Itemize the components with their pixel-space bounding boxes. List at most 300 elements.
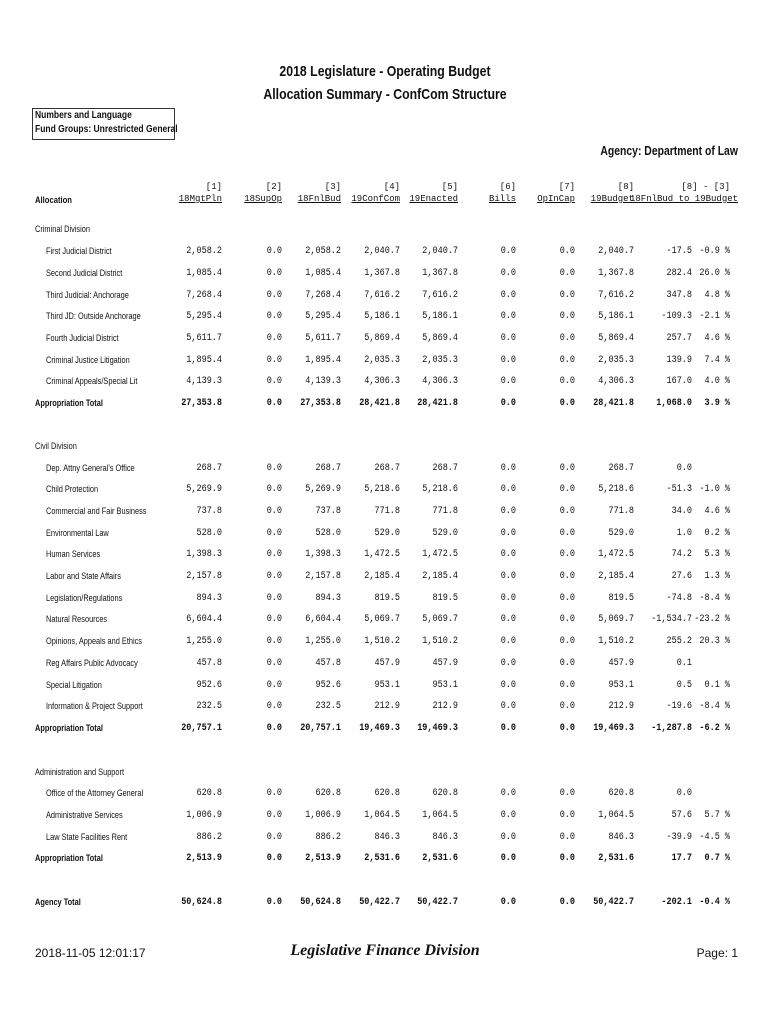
allocation-label: Law State Facilities Rent xyxy=(46,832,128,842)
column-number: [8] xyxy=(617,182,634,192)
table-row xyxy=(0,311,770,325)
value-cell: 771.8 xyxy=(608,506,634,517)
section-label: Civil Division xyxy=(35,441,77,451)
value-cell: 50,624.8 xyxy=(300,897,341,908)
value-cell: 0.0 xyxy=(266,853,282,864)
value-cell: 0.1 % xyxy=(704,680,730,691)
value-cell: 5,869.4 xyxy=(598,333,634,344)
table-row xyxy=(0,593,770,607)
value-cell: 1,064.5 xyxy=(364,810,400,821)
value-cell: 1,085.4 xyxy=(186,268,222,279)
value-cell: 819.5 xyxy=(374,593,400,604)
value-cell: 0.0 xyxy=(500,311,516,322)
value-cell: 0.0 xyxy=(559,614,575,625)
value-cell: 0.0 xyxy=(266,636,282,647)
value-cell: 1,398.3 xyxy=(186,549,222,560)
value-cell: 74.2 xyxy=(671,549,692,560)
value-cell: -109.3 xyxy=(661,311,692,322)
value-cell: 0.0 xyxy=(266,832,282,843)
value-cell: 953.1 xyxy=(432,680,458,691)
value-cell: 0.5 xyxy=(676,680,692,691)
footer-page-number: Page: 1 xyxy=(696,946,738,960)
value-cell: 20,757.1 xyxy=(181,723,222,734)
filter-box xyxy=(32,108,178,140)
column-label: 18FnlBud to 19Budget xyxy=(630,194,739,204)
value-cell: 0.0 xyxy=(500,290,516,301)
value-cell: 894.3 xyxy=(196,593,222,604)
value-cell: 2,035.3 xyxy=(598,355,634,366)
section-header-row xyxy=(0,441,770,455)
table-row xyxy=(0,680,770,694)
column-number: [1] xyxy=(205,182,222,192)
allocation-label: Commercial and Fair Business xyxy=(46,506,147,516)
value-cell: 0.0 xyxy=(500,658,516,669)
value-cell: 2,513.9 xyxy=(305,853,341,864)
value-cell: 3.9 % xyxy=(704,398,730,409)
value-cell: 167.0 xyxy=(666,376,692,387)
allocation-label: Criminal Justice Litigation xyxy=(46,355,130,365)
allocation-label: Child Protection xyxy=(46,484,99,494)
column-header xyxy=(281,181,341,205)
column-header xyxy=(515,181,575,205)
table-row xyxy=(0,832,770,846)
value-cell: 620.8 xyxy=(432,788,458,799)
value-cell: -39.9 xyxy=(666,832,692,843)
value-cell: 0.1 xyxy=(676,658,692,669)
value-cell: 0.0 xyxy=(559,810,575,821)
table-row xyxy=(0,376,770,390)
value-cell: 2,035.3 xyxy=(422,355,458,366)
value-cell: 0.0 xyxy=(266,701,282,712)
value-cell: 2,058.2 xyxy=(305,246,341,257)
allocation-label: Natural Resources xyxy=(46,614,108,624)
value-cell: 19,469.3 xyxy=(417,723,458,734)
value-cell: -23.2 % xyxy=(694,614,730,625)
value-cell: 0.0 xyxy=(500,484,516,495)
value-cell: 257.7 xyxy=(666,333,692,344)
value-cell: 27,353.8 xyxy=(181,398,222,409)
value-cell: 819.5 xyxy=(432,593,458,604)
column-header xyxy=(574,181,634,205)
allocation-label: Information & Project Support xyxy=(46,701,143,711)
value-cell: 0.0 xyxy=(266,593,282,604)
value-cell: 5,295.4 xyxy=(186,311,222,322)
value-cell: 7.4 % xyxy=(704,355,730,366)
column-label: 19ConfCom xyxy=(351,194,400,204)
allocation-label: Opinions, Appeals and Ethics xyxy=(46,636,143,646)
value-cell: 771.8 xyxy=(432,506,458,517)
column-header xyxy=(162,181,222,205)
allocation-label: Agency Total xyxy=(35,897,81,907)
value-cell: 212.9 xyxy=(608,701,634,712)
value-cell: 846.3 xyxy=(432,832,458,843)
value-cell: 0.0 xyxy=(266,333,282,344)
value-cell: -51.3 xyxy=(666,484,692,495)
value-cell: 620.8 xyxy=(608,788,634,799)
column-header xyxy=(398,181,458,205)
value-cell: 5,611.7 xyxy=(186,333,222,344)
value-cell: 1,510.2 xyxy=(364,636,400,647)
value-cell: 0.0 xyxy=(266,311,282,322)
column-header xyxy=(222,181,282,205)
value-cell: 0.0 xyxy=(559,571,575,582)
value-cell: 0.0 xyxy=(559,832,575,843)
value-cell: 953.1 xyxy=(608,680,634,691)
value-cell: 0.0 xyxy=(266,810,282,821)
value-cell: 0.0 xyxy=(500,853,516,864)
allocation-label: Appropriation Total xyxy=(35,723,103,733)
total-row xyxy=(0,897,770,911)
value-cell: 1.0 xyxy=(676,528,692,539)
value-cell: 2,157.8 xyxy=(186,571,222,582)
total-row xyxy=(0,853,770,867)
value-cell: 7,268.4 xyxy=(186,290,222,301)
report-title: 2018 Legislature - Operating Budget xyxy=(279,63,491,80)
value-cell: 0.0 xyxy=(500,246,516,257)
value-cell: 4.6 % xyxy=(704,333,730,344)
value-cell: 0.0 xyxy=(500,680,516,691)
value-cell: 5,218.6 xyxy=(598,484,634,495)
value-cell: -4.5 % xyxy=(699,832,730,843)
value-cell: 457.8 xyxy=(315,658,341,669)
value-cell: 1,472.5 xyxy=(422,549,458,560)
value-cell: 529.0 xyxy=(432,528,458,539)
value-cell: 20,757.1 xyxy=(300,723,341,734)
value-cell: 0.0 xyxy=(559,788,575,799)
value-cell: 0.0 xyxy=(500,723,516,734)
value-cell: 0.0 xyxy=(266,658,282,669)
value-cell: 7,616.2 xyxy=(598,290,634,301)
value-cell: 1,472.5 xyxy=(364,549,400,560)
value-cell: 5,869.4 xyxy=(364,333,400,344)
value-cell: 5,186.1 xyxy=(598,311,634,322)
value-cell: 1,085.4 xyxy=(305,268,341,279)
column-label: 19Enacted xyxy=(409,194,458,204)
column-number: [6] xyxy=(499,182,516,192)
value-cell: 27.6 xyxy=(671,571,692,582)
value-cell: 952.6 xyxy=(315,680,341,691)
total-row xyxy=(0,723,770,737)
value-cell: 6,604.4 xyxy=(186,614,222,625)
value-cell: 1,367.8 xyxy=(364,268,400,279)
value-cell: 5,069.7 xyxy=(422,614,458,625)
value-cell: 0.0 xyxy=(266,788,282,799)
value-cell: 0.0 xyxy=(266,290,282,301)
value-cell: 4.0 % xyxy=(704,376,730,387)
column-number: [3] xyxy=(324,182,341,192)
value-cell: 0.0 xyxy=(559,290,575,301)
value-cell: 0.0 xyxy=(559,311,575,322)
filter-line-fund-groups: Fund Groups: Unrestricted General xyxy=(35,124,178,135)
table-row xyxy=(0,658,770,672)
value-cell: 0.0 xyxy=(500,376,516,387)
value-cell: 0.0 xyxy=(559,636,575,647)
value-cell: 5,186.1 xyxy=(422,311,458,322)
section-header-row xyxy=(0,767,770,781)
allocation-column-header: Allocation xyxy=(35,195,72,205)
value-cell: 2,040.7 xyxy=(422,246,458,257)
value-cell: 457.9 xyxy=(432,658,458,669)
value-cell: 20.3 % xyxy=(699,636,730,647)
value-cell: 1,006.9 xyxy=(186,810,222,821)
value-cell: 268.7 xyxy=(196,463,222,474)
allocation-label: Environmental Law xyxy=(46,528,109,538)
value-cell: 0.0 xyxy=(559,680,575,691)
value-cell: 1,064.5 xyxy=(598,810,634,821)
allocation-label: First Judicial District xyxy=(46,246,112,256)
value-cell: 212.9 xyxy=(432,701,458,712)
agency-label: Agency: Department of Law xyxy=(600,143,738,158)
total-row xyxy=(0,398,770,412)
value-cell: 1,367.8 xyxy=(598,268,634,279)
value-cell: 1,068.0 xyxy=(656,398,692,409)
column-number: [7] xyxy=(558,182,575,192)
value-cell: 1,367.8 xyxy=(422,268,458,279)
value-cell: 1,472.5 xyxy=(598,549,634,560)
value-cell: 5,186.1 xyxy=(364,311,400,322)
value-cell: 6,604.4 xyxy=(305,614,341,625)
value-cell: 0.7 % xyxy=(704,853,730,864)
value-cell: 529.0 xyxy=(608,528,634,539)
value-cell: 0.0 xyxy=(559,376,575,387)
value-cell: 2,185.4 xyxy=(422,571,458,582)
allocation-label: Special Litigation xyxy=(46,680,102,690)
value-cell: 0.0 xyxy=(500,463,516,474)
column-label: OpInCap xyxy=(537,194,575,204)
section-label: Administration and Support xyxy=(35,767,125,777)
value-cell: 0.0 xyxy=(559,463,575,474)
allocation-label: Labor and State Affairs xyxy=(46,571,121,581)
value-cell: 0.0 xyxy=(500,701,516,712)
value-cell: 7,268.4 xyxy=(305,290,341,301)
value-cell: 0.0 xyxy=(676,788,692,799)
value-cell: 0.0 xyxy=(500,810,516,821)
value-cell: 268.7 xyxy=(374,463,400,474)
value-cell: 0.0 xyxy=(500,614,516,625)
value-cell: 620.8 xyxy=(315,788,341,799)
value-cell: 19,469.3 xyxy=(359,723,400,734)
column-header xyxy=(456,181,516,205)
value-cell: -1,534.7 xyxy=(651,614,692,625)
value-cell: 5,611.7 xyxy=(305,333,341,344)
value-cell: 4,306.3 xyxy=(422,376,458,387)
value-cell: 232.5 xyxy=(196,701,222,712)
value-cell: 268.7 xyxy=(432,463,458,474)
value-cell: 1,255.0 xyxy=(305,636,341,647)
value-cell: 57.6 xyxy=(671,810,692,821)
value-cell: 0.0 xyxy=(500,593,516,604)
value-cell: -1,287.8 xyxy=(651,723,692,734)
value-cell: 0.0 xyxy=(500,897,516,908)
value-cell: 0.0 xyxy=(559,333,575,344)
value-cell: 34.0 xyxy=(671,506,692,517)
table-row xyxy=(0,506,770,520)
value-cell: 457.9 xyxy=(374,658,400,669)
table-row xyxy=(0,290,770,304)
table-row xyxy=(0,484,770,498)
value-cell: 2,531.6 xyxy=(364,853,400,864)
value-cell: 0.0 xyxy=(500,398,516,409)
allocation-label: Office of the Attorney General xyxy=(46,788,144,798)
column-header xyxy=(630,181,739,205)
value-cell: 886.2 xyxy=(196,832,222,843)
value-cell: 771.8 xyxy=(374,506,400,517)
value-cell: 0.0 xyxy=(266,355,282,366)
value-cell: 953.1 xyxy=(374,680,400,691)
value-cell: 1,510.2 xyxy=(598,636,634,647)
table-row xyxy=(0,355,770,369)
report-subtitle: Allocation Summary - ConfCom Structure xyxy=(263,86,507,103)
value-cell: 2,185.4 xyxy=(598,571,634,582)
value-cell: -17.5 xyxy=(666,246,692,257)
value-cell: 0.0 xyxy=(266,571,282,582)
value-cell: 4,306.3 xyxy=(364,376,400,387)
value-cell: 4,139.3 xyxy=(305,376,341,387)
value-cell: 0.0 xyxy=(500,549,516,560)
value-cell: 620.8 xyxy=(374,788,400,799)
value-cell: -202.1 xyxy=(661,897,692,908)
value-cell: 0.0 xyxy=(266,723,282,734)
value-cell: 5,218.6 xyxy=(422,484,458,495)
value-cell: 1,398.3 xyxy=(305,549,341,560)
value-cell: 894.3 xyxy=(315,593,341,604)
value-cell: 0.0 xyxy=(500,355,516,366)
value-cell: -8.4 % xyxy=(699,593,730,604)
column-label: 19Budget xyxy=(590,194,634,204)
value-cell: 0.0 xyxy=(559,506,575,517)
value-cell: 0.2 % xyxy=(704,528,730,539)
value-cell: 50,422.7 xyxy=(417,897,458,908)
value-cell: 0.0 xyxy=(559,897,575,908)
allocation-label: Second Judicial District xyxy=(46,268,123,278)
value-cell: -2.1 % xyxy=(699,311,730,322)
allocation-label: Human Services xyxy=(46,549,101,559)
value-cell: 0.0 xyxy=(266,268,282,279)
column-label: 18FnlBud xyxy=(297,194,341,204)
footer-division-name: Legislative Finance Division xyxy=(290,942,480,959)
value-cell: 620.8 xyxy=(196,788,222,799)
column-label: 18SupOp xyxy=(244,194,282,204)
value-cell: 1,510.2 xyxy=(422,636,458,647)
value-cell: 4,139.3 xyxy=(186,376,222,387)
value-cell: 4,306.3 xyxy=(598,376,634,387)
allocation-label: Legislation/Regulations xyxy=(46,593,123,603)
value-cell: 232.5 xyxy=(315,701,341,712)
value-cell: 28,421.8 xyxy=(359,398,400,409)
value-cell: 952.6 xyxy=(196,680,222,691)
value-cell: 2,040.7 xyxy=(598,246,634,257)
value-cell: -19.6 xyxy=(666,701,692,712)
value-cell: 0.0 xyxy=(266,376,282,387)
value-cell: 0.0 xyxy=(559,853,575,864)
value-cell: 1,895.4 xyxy=(186,355,222,366)
value-cell: 528.0 xyxy=(315,528,341,539)
value-cell: 26.0 % xyxy=(699,268,730,279)
value-cell: 5,295.4 xyxy=(305,311,341,322)
table-row xyxy=(0,463,770,477)
value-cell: -0.4 % xyxy=(699,897,730,908)
value-cell: 7,616.2 xyxy=(364,290,400,301)
value-cell: 2,531.6 xyxy=(598,853,634,864)
value-cell: 2,035.3 xyxy=(364,355,400,366)
value-cell: 212.9 xyxy=(374,701,400,712)
value-cell: 17.7 xyxy=(671,853,692,864)
table-row xyxy=(0,268,770,282)
value-cell: 28,421.8 xyxy=(593,398,634,409)
column-header xyxy=(340,181,400,205)
value-cell: 2,058.2 xyxy=(186,246,222,257)
value-cell: 0.0 xyxy=(500,788,516,799)
table-row xyxy=(0,333,770,347)
table-row xyxy=(0,701,770,715)
column-number: [5] xyxy=(441,182,458,192)
table-row xyxy=(0,810,770,824)
value-cell: 0.0 xyxy=(266,398,282,409)
value-cell: 0.0 xyxy=(266,506,282,517)
value-cell: 1,064.5 xyxy=(422,810,458,821)
value-cell: -74.8 xyxy=(666,593,692,604)
section-label: Criminal Division xyxy=(35,224,90,234)
value-cell: 1,006.9 xyxy=(305,810,341,821)
value-cell: 0.0 xyxy=(266,680,282,691)
value-cell: 0.0 xyxy=(559,593,575,604)
value-cell: 2,185.4 xyxy=(364,571,400,582)
allocation-label: Dep. Attny General's Office xyxy=(46,463,135,473)
value-cell: -0.9 % xyxy=(699,246,730,257)
value-cell: 0.0 xyxy=(559,528,575,539)
value-cell: 2,531.6 xyxy=(422,853,458,864)
value-cell: 0.0 xyxy=(266,614,282,625)
allocation-label: Fourth Judicial District xyxy=(46,333,119,343)
value-cell: 528.0 xyxy=(196,528,222,539)
column-number: [2] xyxy=(265,182,282,192)
value-cell: 0.0 xyxy=(500,506,516,517)
value-cell: 5.7 % xyxy=(704,810,730,821)
allocation-label: Criminal Appeals/Special Lit xyxy=(46,376,138,386)
value-cell: 4.6 % xyxy=(704,506,730,517)
value-cell: 457.8 xyxy=(196,658,222,669)
value-cell: 5,218.6 xyxy=(364,484,400,495)
table-row xyxy=(0,246,770,260)
value-cell: 0.0 xyxy=(266,484,282,495)
value-cell: -8.4 % xyxy=(699,701,730,712)
value-cell: 50,422.7 xyxy=(359,897,400,908)
value-cell: 0.0 xyxy=(559,355,575,366)
allocation-label: Administrative Services xyxy=(46,810,123,820)
value-cell: 0.0 xyxy=(559,723,575,734)
value-cell: 5,069.7 xyxy=(364,614,400,625)
footer-timestamp: 2018-11-05 12:01:17 xyxy=(35,946,146,960)
value-cell: 819.5 xyxy=(608,593,634,604)
table-row xyxy=(0,788,770,802)
value-cell: 268.7 xyxy=(608,463,634,474)
value-cell: -1.0 % xyxy=(699,484,730,495)
value-cell: 19,469.3 xyxy=(593,723,634,734)
column-label: Bills xyxy=(488,194,516,204)
value-cell: 268.7 xyxy=(315,463,341,474)
value-cell: 5,069.7 xyxy=(598,614,634,625)
value-cell: 457.9 xyxy=(608,658,634,669)
value-cell: 0.0 xyxy=(559,246,575,257)
column-label: 18MgtPln xyxy=(178,194,222,204)
value-cell: 5,869.4 xyxy=(422,333,458,344)
value-cell: 0.0 xyxy=(266,463,282,474)
allocation-label: Third JD: Outside Anchorage xyxy=(46,311,141,321)
value-cell: 347.8 xyxy=(666,290,692,301)
value-cell: 5,269.9 xyxy=(186,484,222,495)
value-cell: 886.2 xyxy=(315,832,341,843)
value-cell: 737.8 xyxy=(315,506,341,517)
